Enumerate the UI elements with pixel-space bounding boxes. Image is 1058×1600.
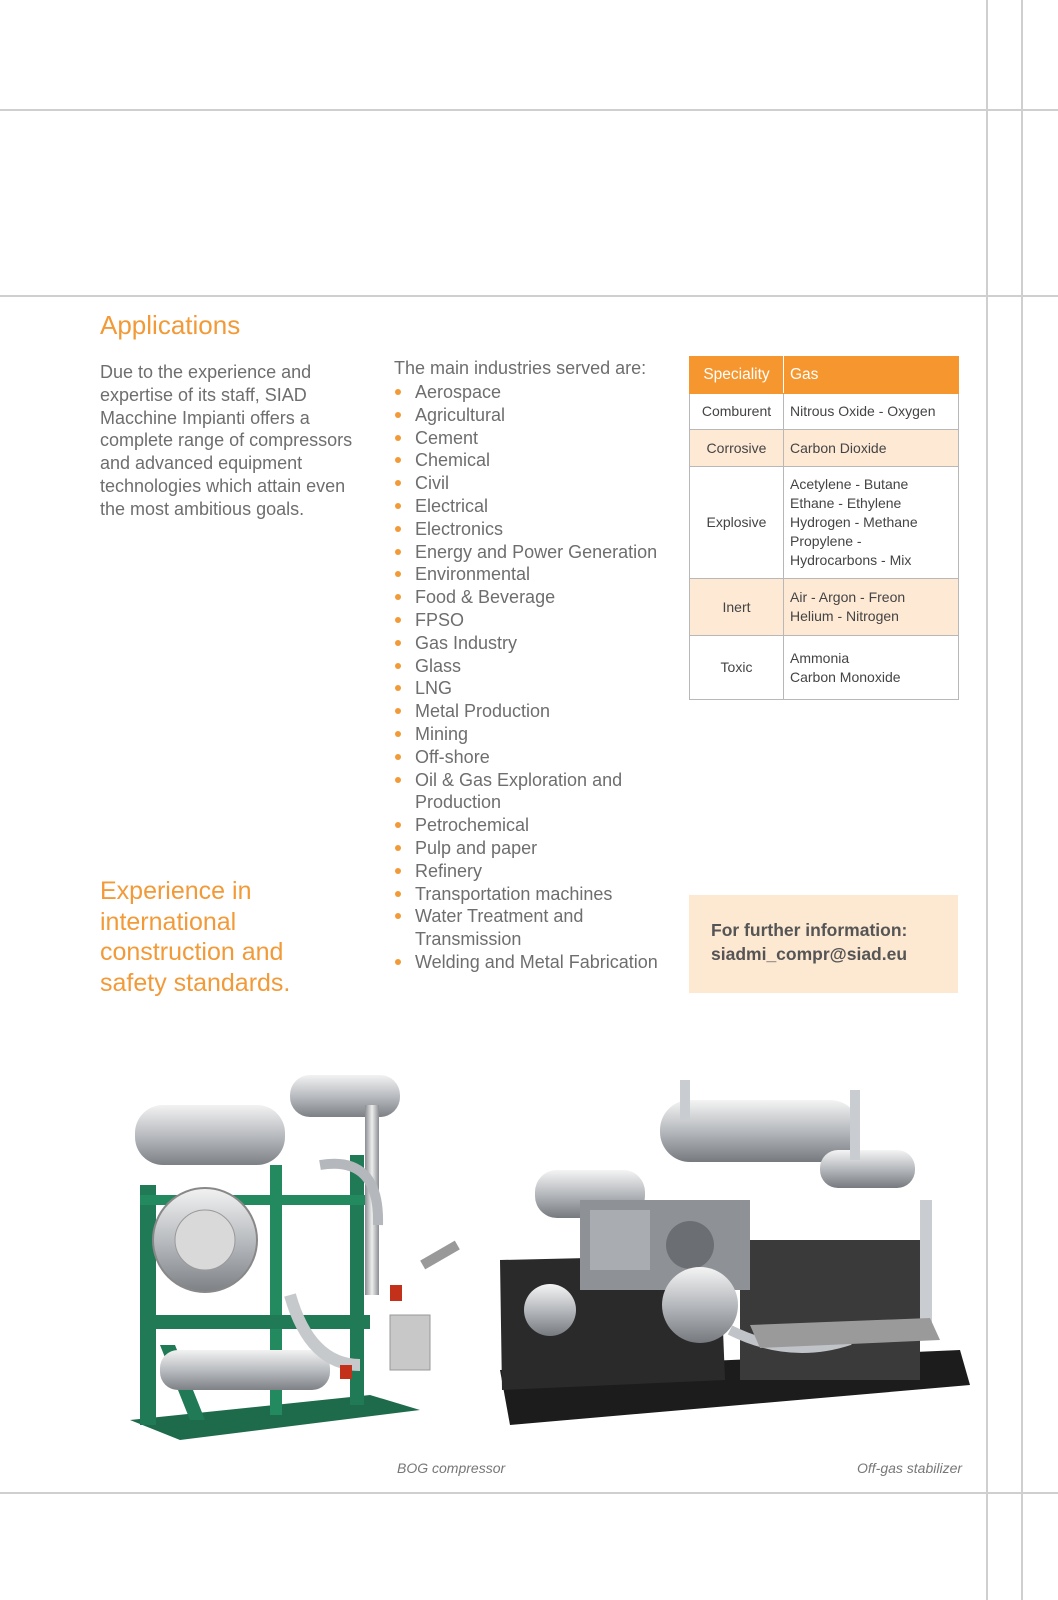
industry-list-item: Off-shore [394,746,684,769]
gas-name: Hydrocarbons - Mix [790,552,912,568]
gas-name: Carbon Dioxide [790,439,887,456]
industry-list-item: Electrical [394,495,684,518]
table-row [690,394,959,430]
gas-speciality-table [689,356,959,700]
gas-cell [784,579,959,636]
industries-intro: The main industries served are: [394,358,647,378]
gas-name: Acetylene - Butane [790,476,909,492]
industry-list-item: LNG [394,677,684,700]
industry-list-item: Pulp and paper [394,837,684,860]
table-header-row [690,357,959,394]
industry-list-item: Electronics [394,518,684,541]
industry-list-item: Transportation machines [394,883,684,906]
bog-compressor-caption: BOG compressor [397,1460,506,1476]
off-gas-stabilizer-photo [490,1080,980,1435]
gas-cell [784,430,959,467]
bog-compressor-photo [120,1065,480,1450]
gas-name: Carbon Monoxide [790,668,901,685]
speciality-cell: Explosive [690,467,784,579]
industry-list-item: Aerospace [394,381,684,404]
gas-name: Helium - Nitrogen [790,608,899,624]
table-row [690,467,959,579]
bottom-rule [0,1492,1058,1494]
table-row [690,579,959,636]
industry-list-item: Civil [394,472,684,495]
header-gas: Gas [784,357,959,394]
header-speciality: Speciality [690,357,784,394]
table-row [690,430,959,467]
gas-cell [784,394,959,430]
industry-list-item: Petrochemical [394,814,684,837]
industry-list-item: Glass [394,655,684,678]
section-rule [0,295,1058,297]
industry-list-item: Gas Industry [394,632,684,655]
industry-list-item: FPSO [394,609,684,632]
speciality-cell: Corrosive [690,430,784,467]
industries-list [394,381,684,974]
industry-list-item: Mining [394,723,684,746]
gas-name: Propylene - [790,533,862,549]
off-gas-stabilizer-caption: Off-gas stabilizer [857,1460,963,1476]
industry-list-item: Oil & Gas Exploration and Production [394,769,684,815]
industry-list-item: Agricultural [394,404,684,427]
industry-list-item: Refinery [394,860,684,883]
speciality-cell: Toxic [690,636,784,700]
contact-label: For further information: [711,920,908,940]
gas-name: Air - Argon - Freon [790,589,906,605]
industry-list-item: Food & Beverage [394,586,684,609]
applications-intro: Due to the experience and expertise of its staff, SIAD Macchine Impianti offers a complete range of compressors and advanced equipment technologies which attain even the most ambitious goals. [100,362,353,519]
gas-name: Nitrous Oxide - Oxygen [790,403,936,419]
gas-cell [784,636,959,700]
gas-name: Ammonia [790,649,850,666]
table-row [690,636,959,700]
industry-list-item: Energy and Power Generation [394,541,684,564]
contact-email[interactable]: siadmi_compr@siad.eu [711,944,908,964]
gas-cell [784,467,959,579]
applications-heading: Applications [100,310,241,340]
margin-line-left [986,0,988,1600]
industry-list-item: Water Treatment and Transmission [394,905,684,951]
gas-name: Ethane - Ethylene [790,495,902,511]
industry-list-item: Welding and Metal Fabrication [394,951,684,974]
industry-list-item: Chemical [394,449,684,472]
experience-statement: Experience in international construction and safety standards. [100,877,291,997]
speciality-cell: Comburent [690,394,784,430]
margin-line-right [1021,0,1023,1600]
speciality-cell: Inert [690,579,784,636]
gas-name: Hydrogen - Methane [790,514,918,530]
industry-list-item: Environmental [394,563,684,586]
industry-list-item: Metal Production [394,700,684,723]
contact-info-box [689,895,958,993]
top-rule [0,109,1058,111]
industry-list-item: Cement [394,427,684,450]
